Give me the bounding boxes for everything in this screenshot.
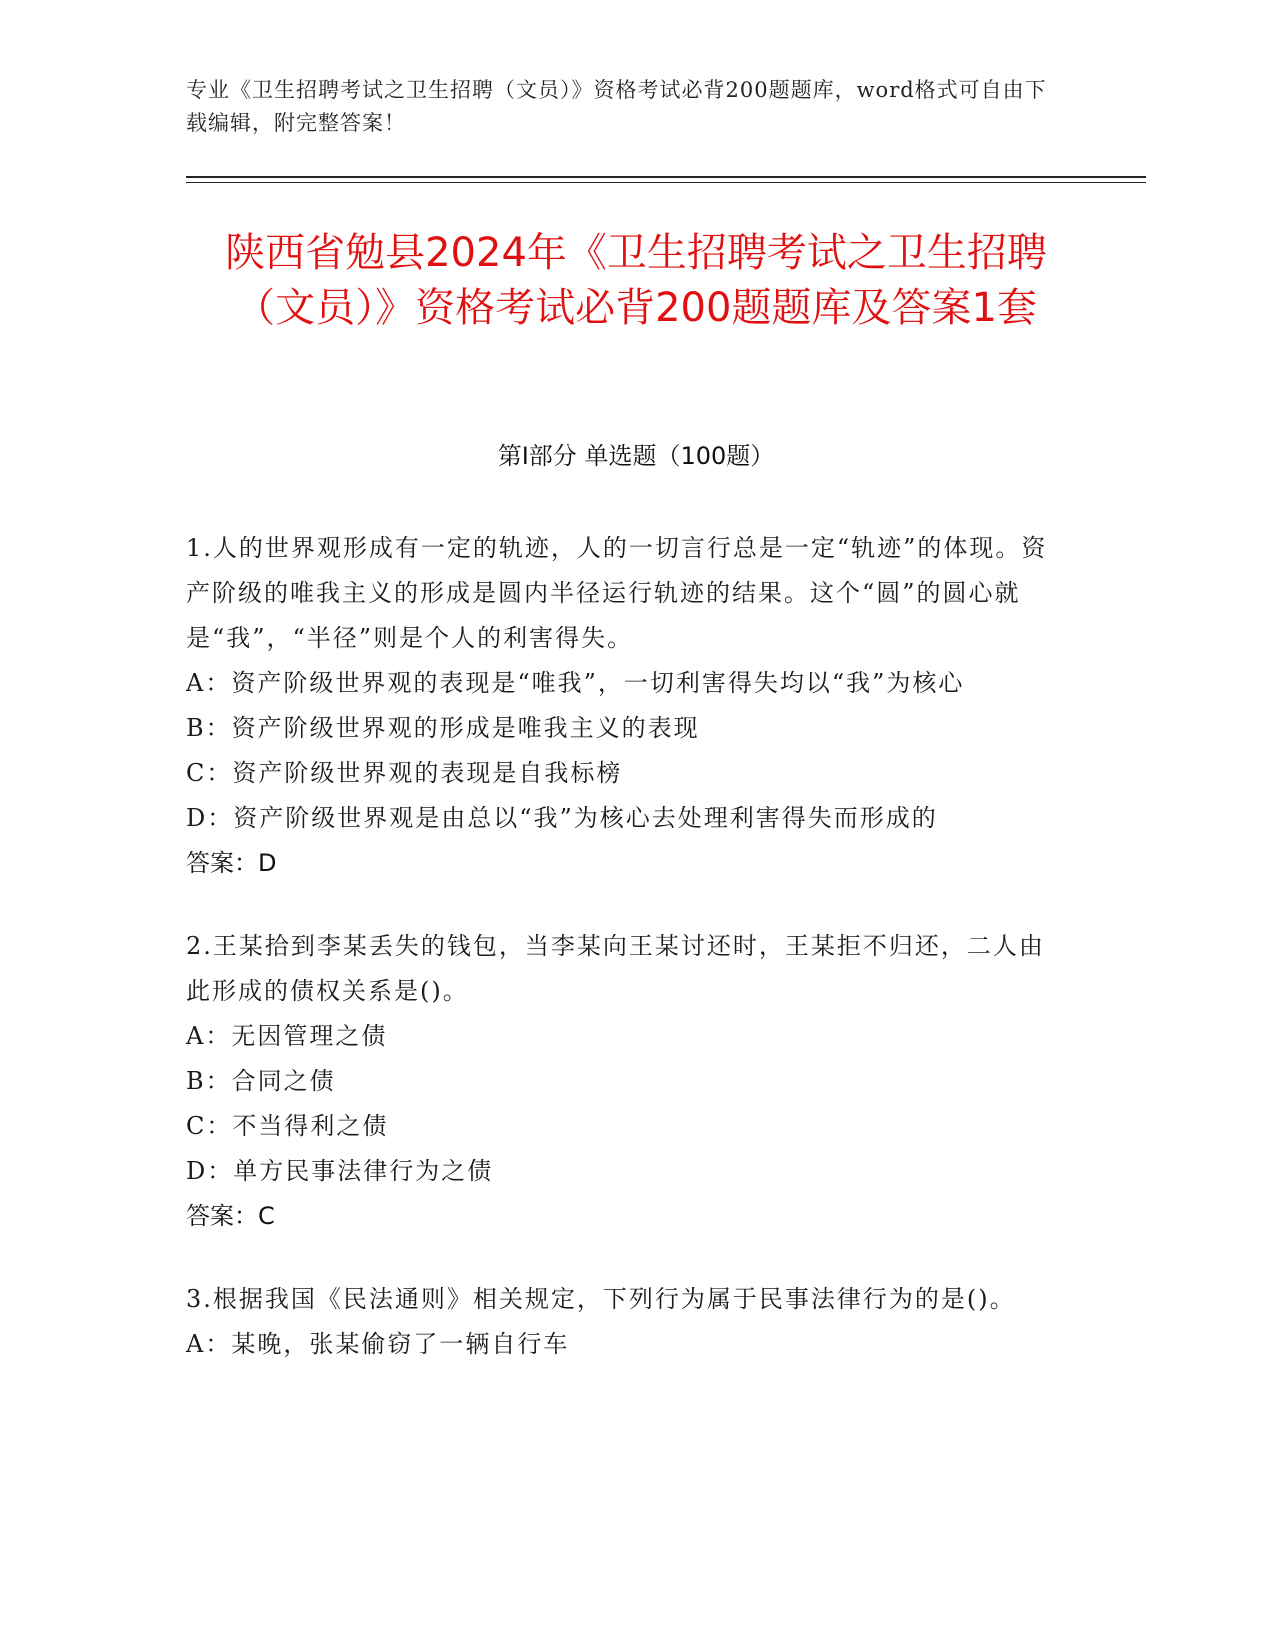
option-d: D：资产阶级世界观是由总以“我”为核心去处理利害得失而形成的 (186, 804, 938, 832)
question-list (186, 526, 1066, 1405)
option-a: A：某晚，张某偷窃了一辆自行车 (186, 1330, 570, 1358)
question-1 (186, 526, 1066, 886)
answer-label: 答案：D (186, 849, 277, 877)
option-c: C：不当得利之债 (186, 1112, 389, 1140)
section-heading: 第Ⅰ部分 单选题（100题） (497, 442, 775, 470)
header-divider-thick (186, 176, 1146, 178)
header-divider-thin (186, 182, 1146, 183)
option-c: C：资产阶级世界观的表现是自我标榜 (186, 759, 623, 787)
option-a: A：无因管理之债 (186, 1022, 388, 1050)
option-a: A：资产阶级世界观的表现是“唯我”，一切利害得失均以“我”为核心 (186, 669, 965, 697)
question-3 (186, 1277, 1066, 1367)
option-b: B：合同之债 (186, 1067, 336, 1095)
question-stem: 3.根据我国《民法通则》相关规定，下列行为属于民事法律行为的是()。 (186, 1285, 1016, 1313)
question-2 (186, 924, 1066, 1239)
document-title: 陕西省勉县2024年《卫生招聘考试之卫生招聘（文员）》资格考试必背200题题库及答案1套 (225, 230, 1047, 331)
question-stem: 1.人的世界观形成有一定的轨迹，人的一切言行总是一定“轨迹”的体现。资产阶级的唯我主义的形成是圆内半径运行轨迹的结果。这个“圆”的圆心就是“我”，“半径”则是个人的利害得失。 (186, 534, 1048, 652)
option-d: D：单方民事法律行为之债 (186, 1157, 494, 1185)
answer-label: 答案：C (186, 1202, 275, 1230)
option-b: B：资产阶级世界观的形成是唯我主义的表现 (186, 714, 700, 742)
header-note: 专业《卫生招聘考试之卫生招聘（文员）》资格考试必背200题题库，word格式可自由下载编辑，附完整答案！ (186, 78, 1047, 135)
question-stem: 2.王某拾到李某丢失的钱包，当李某向王某讨还时，王某拒不归还，二人由此形成的债权关系是()。 (186, 932, 1045, 1005)
